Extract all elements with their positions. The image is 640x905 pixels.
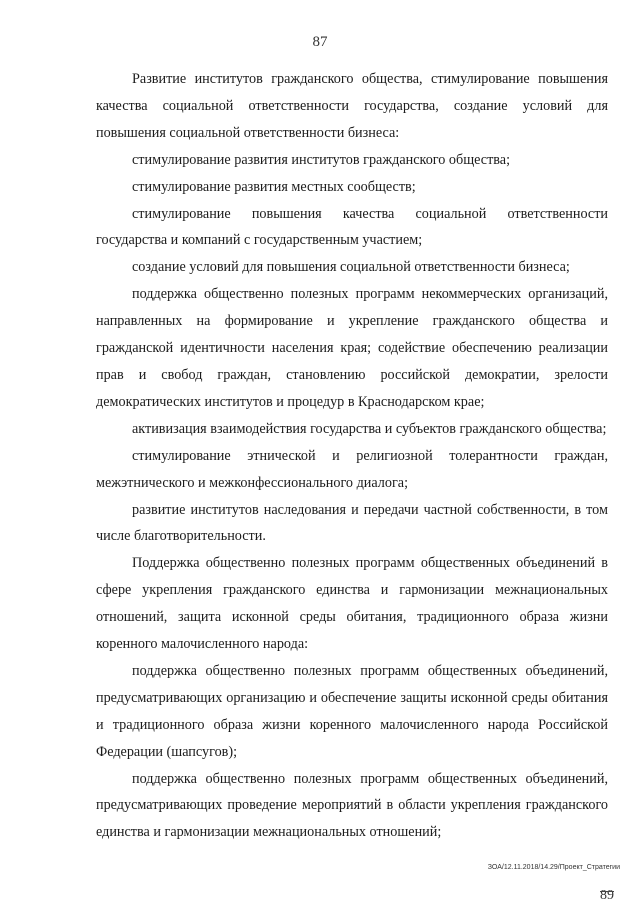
section-heading-paragraph: Развитие институтов гражданского общества, стимулирование повышения качества социальной ответственности государства, создание условий для повышения социальной ответственности бизнеса: [96, 71, 608, 141]
document-body [96, 66, 608, 846]
footer-document-code: ЗОА/12.11.2018/14.29/Проект_Стратегии [487, 864, 620, 871]
list-item: создание условий для повышения социальной ответственности бизнеса; [132, 259, 570, 276]
list-item: поддержка общественно полезных программ некоммерческих организаций, направленных на формирование и укрепление гражданского общества и гражданской идентичности населения края; содействие обеспечению реализации прав и свобод граждан, становлению российской демократии, зрелости демократических институтов и процедур в Краснодарском крае; [96, 286, 608, 410]
list-item: стимулирование этнической и религиозной толерантности граждан, межэтнического и межконфессионального диалога; [96, 447, 608, 491]
list-item: развитие институтов наследования и передачи частной собственности, в том числе благотворительности. [96, 501, 608, 545]
page-number: 87 [312, 34, 328, 50]
list-item: поддержка общественно полезных программ общественных объединений, предусматривающих проведение мероприятий в области укрепления гражданского единства и гармонизации межнациональных отношений; [96, 770, 608, 841]
list-item: поддержка общественно полезных программ общественных объединений, предусматривающих организацию и обеспечение защиты исконной среды обитания и традиционного образа жизни коренного малочисленного народа Российской Федерации (шапсугов); [96, 662, 608, 760]
section-heading-paragraph: Поддержка общественно полезных программ общественных объединений в сфере укрепления гражданского единства и гармонизации межнациональных отношений, защита исконной среды обитания, традиционного образа жизни коренного малочисленного народа: [96, 555, 608, 653]
list-item: стимулирование повышения качества социальной ответственности государства и компаний с государственным участием; [96, 205, 608, 249]
list-item: стимулирование развития институтов гражданского общества; [132, 151, 511, 168]
footer-page-number: 89 [600, 888, 614, 903]
list-item: стимулирование развития местных сообществ; [132, 178, 416, 195]
list-item: активизация взаимодействия государства и субъектов гражданского общества; [132, 420, 607, 437]
